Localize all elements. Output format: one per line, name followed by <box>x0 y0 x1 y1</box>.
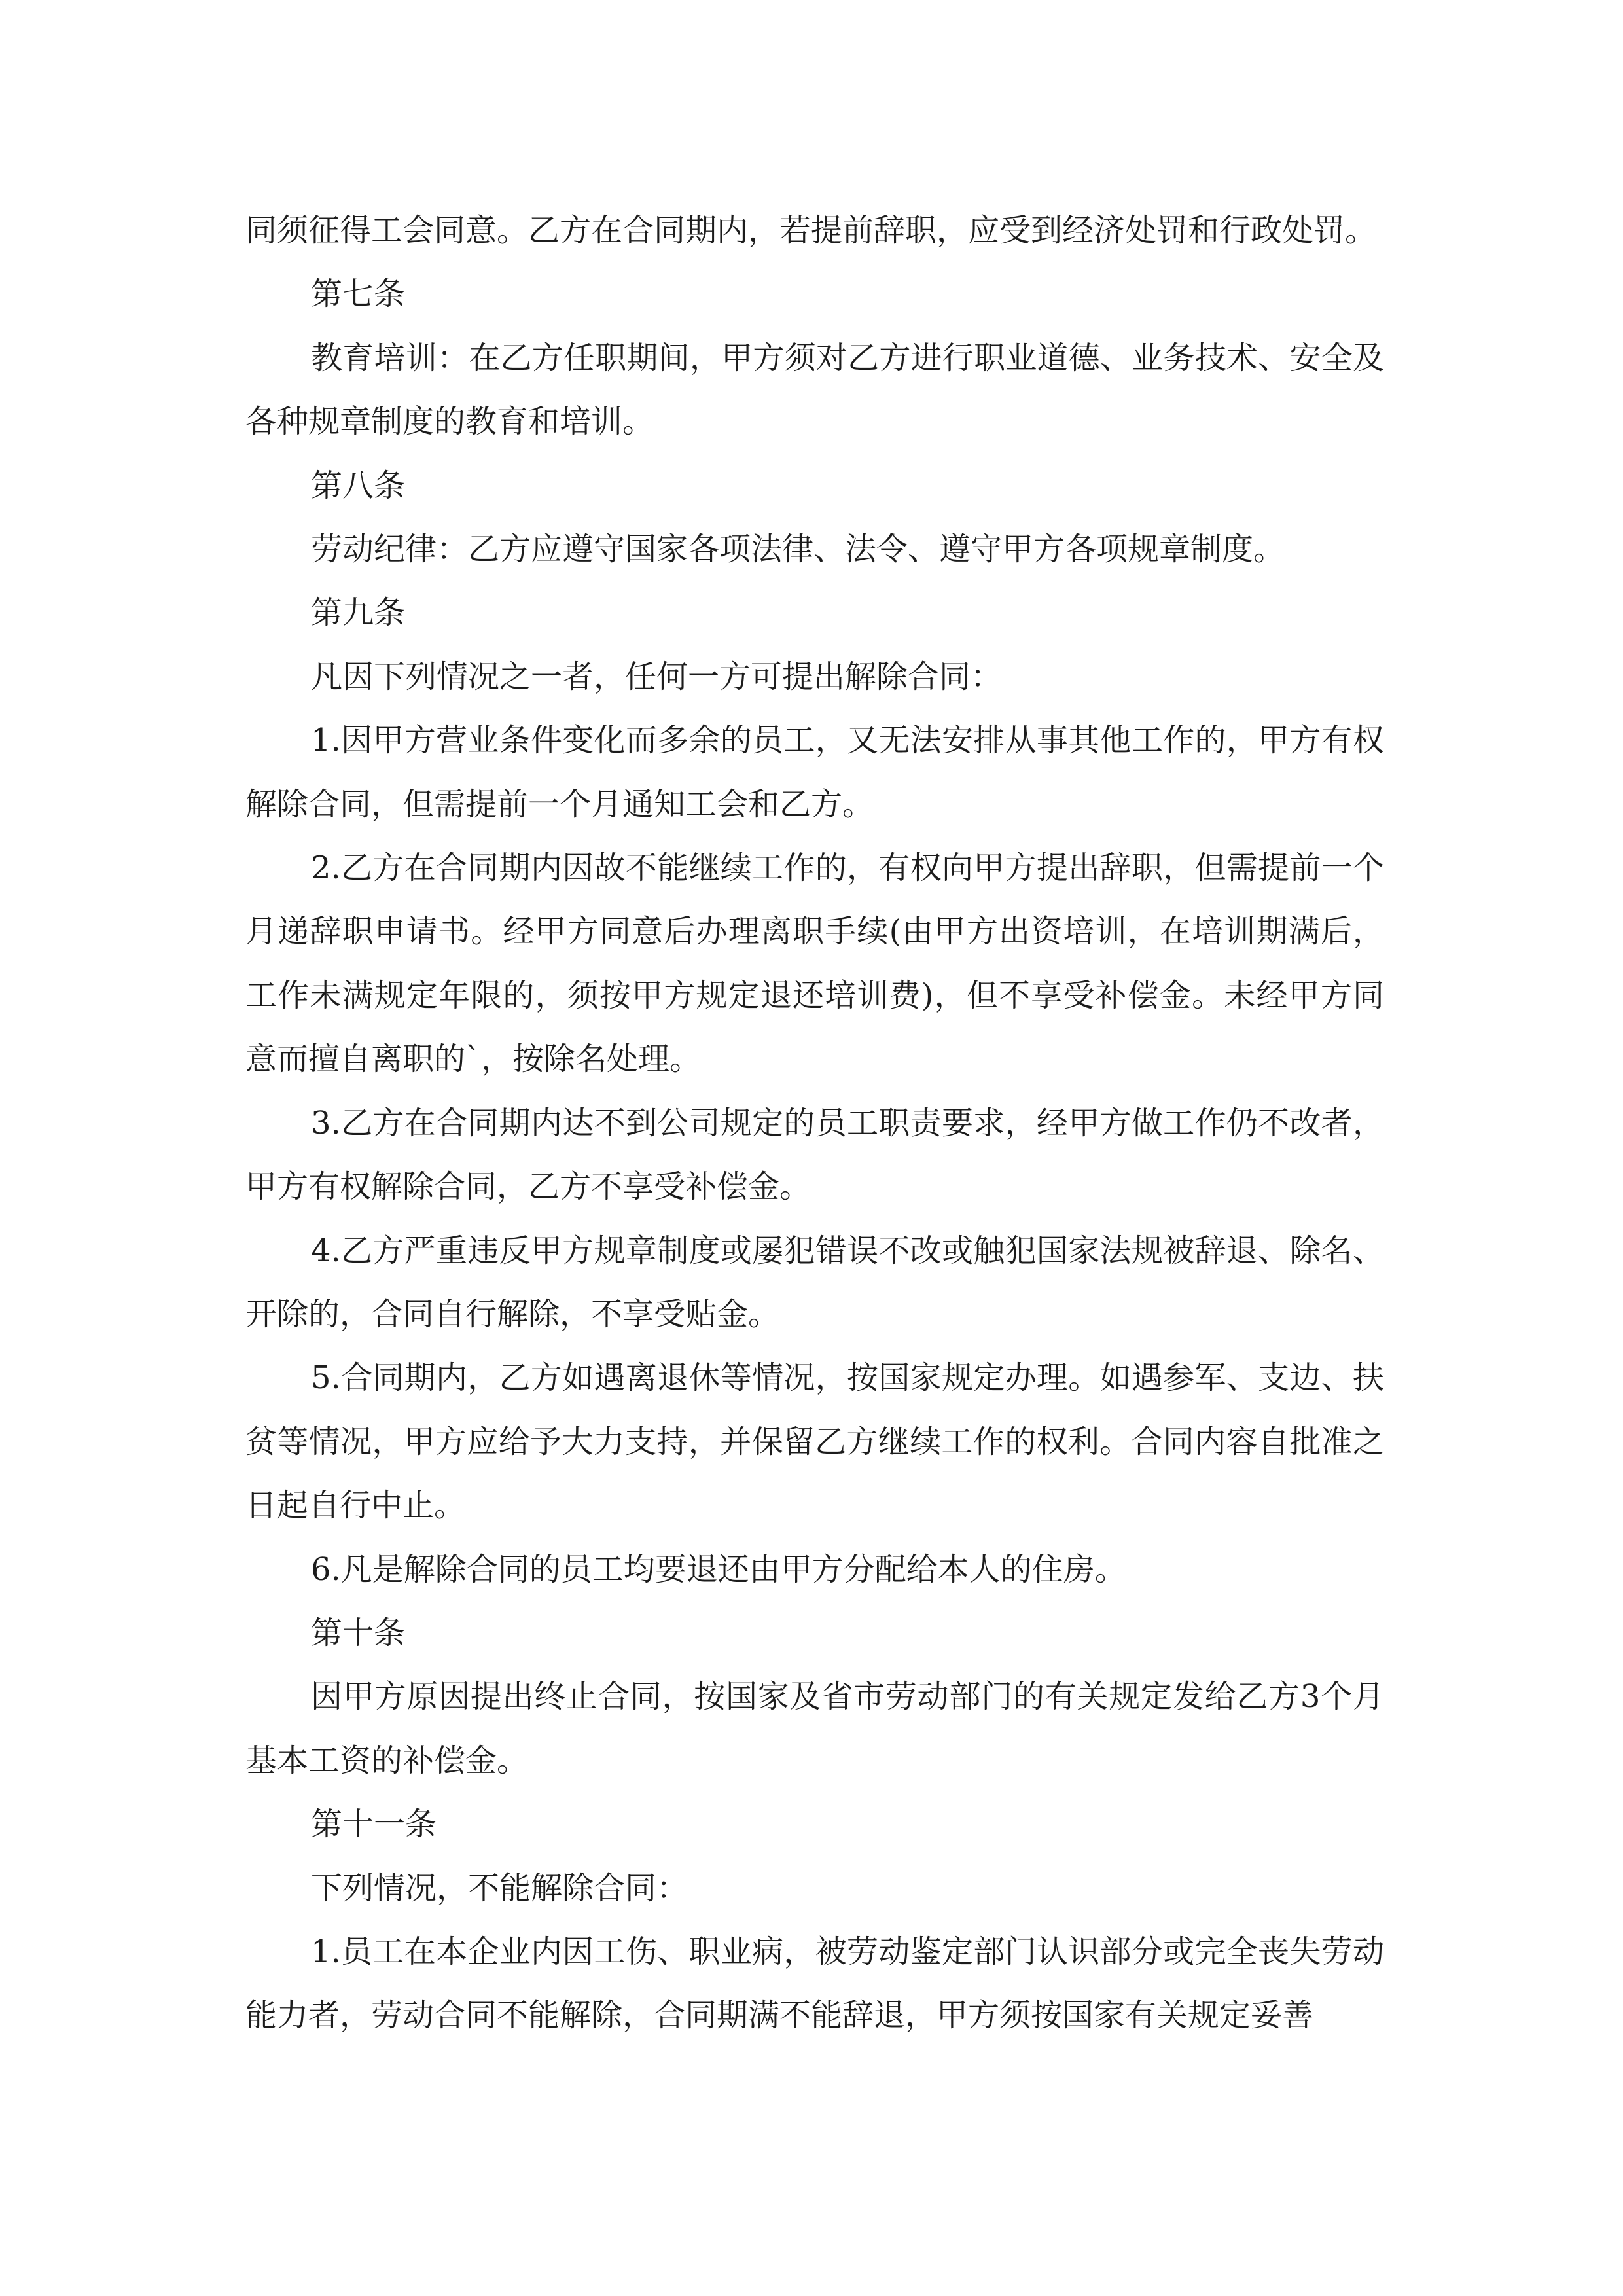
article-7-heading: 第七条 <box>311 276 406 313</box>
paragraph-continuation: 同须征得工会同意。乙方在合同期内，若提前辞职，应受到经济处罚和行政处罚。 <box>245 212 1377 249</box>
article-9-clause-2: 2.乙方在合同期内因故不能继续工作的，有权向甲方提出辞职，但需提前一个月递辞职申请书。经甲方同意后办理离职手续(由甲方出资培训，在培训期满后，工作未满规定年限的，须按甲方规定退还培训费)，但不享受补偿金。未经甲方同意而擅自离职的`，按除名处理。 <box>245 850 1384 1078</box>
article-10-text: 因甲方原因提出终止合同，按国家及省市劳动部门的有关规定发给乙方3个月基本工资的补偿金。 <box>245 1678 1384 1779</box>
article-9-intro: 凡因下列情况之一者，任何一方可提出解除合同： <box>311 658 1003 695</box>
article-11-clause-1: 1.员工在本企业内因工伤、职业病，被劳动鉴定部门认识部分或完全丧失劳动能力者，劳动合同不能解除，合同期满不能辞退，甲方须按国家有关规定妥善 <box>245 1933 1384 2034</box>
article-8-heading: 第八条 <box>311 467 406 504</box>
article-9-clause-5: 5.合同期内，乙方如遇离退休等情况，按国家规定办理。如遇参军、支边、扶贫等情况，甲方应给予大力支持，并保留乙方继续工作的权利。合同内容自批准之日起自行中止。 <box>245 1359 1384 1524</box>
article-9-clause-4: 4.乙方严重违反甲方规章制度或屡犯错误不改或触犯国家法规被辞退、除名、开除的，合同自行解除，不享受贴金。 <box>245 1232 1384 1333</box>
article-11-intro: 下列情况，不能解除合同： <box>311 1869 688 1907</box>
document-body <box>245 199 1384 2048</box>
article-9-clause-3: 3.乙方在合同期内达不到公司规定的员工职责要求，经甲方做工作仍不改者，甲方有权解除合同，乙方不享受补偿金。 <box>245 1104 1384 1206</box>
article-9-clause-6: 6.凡是解除合同的员工均要退还由甲方分配给本人的住房。 <box>311 1551 1126 1588</box>
article-9-clause-1: 1.因甲方营业条件变化而多余的员工，又无法安排从事其他工作的，甲方有权解除合同，但需提前一个月通知工会和乙方。 <box>245 722 1384 823</box>
article-11-heading: 第十一条 <box>311 1806 437 1843</box>
article-9-heading: 第九条 <box>311 594 406 632</box>
article-7-text: 教育培训：在乙方任职期间，甲方须对乙方进行职业道德、业务技术、安全及各种规章制度的教育和培训。 <box>245 339 1384 440</box>
article-8-text: 劳动纪律：乙方应遵守国家各项法律、法令、遵守甲方各项规章制度。 <box>311 531 1285 568</box>
article-10-heading: 第十条 <box>311 1614 406 1651</box>
